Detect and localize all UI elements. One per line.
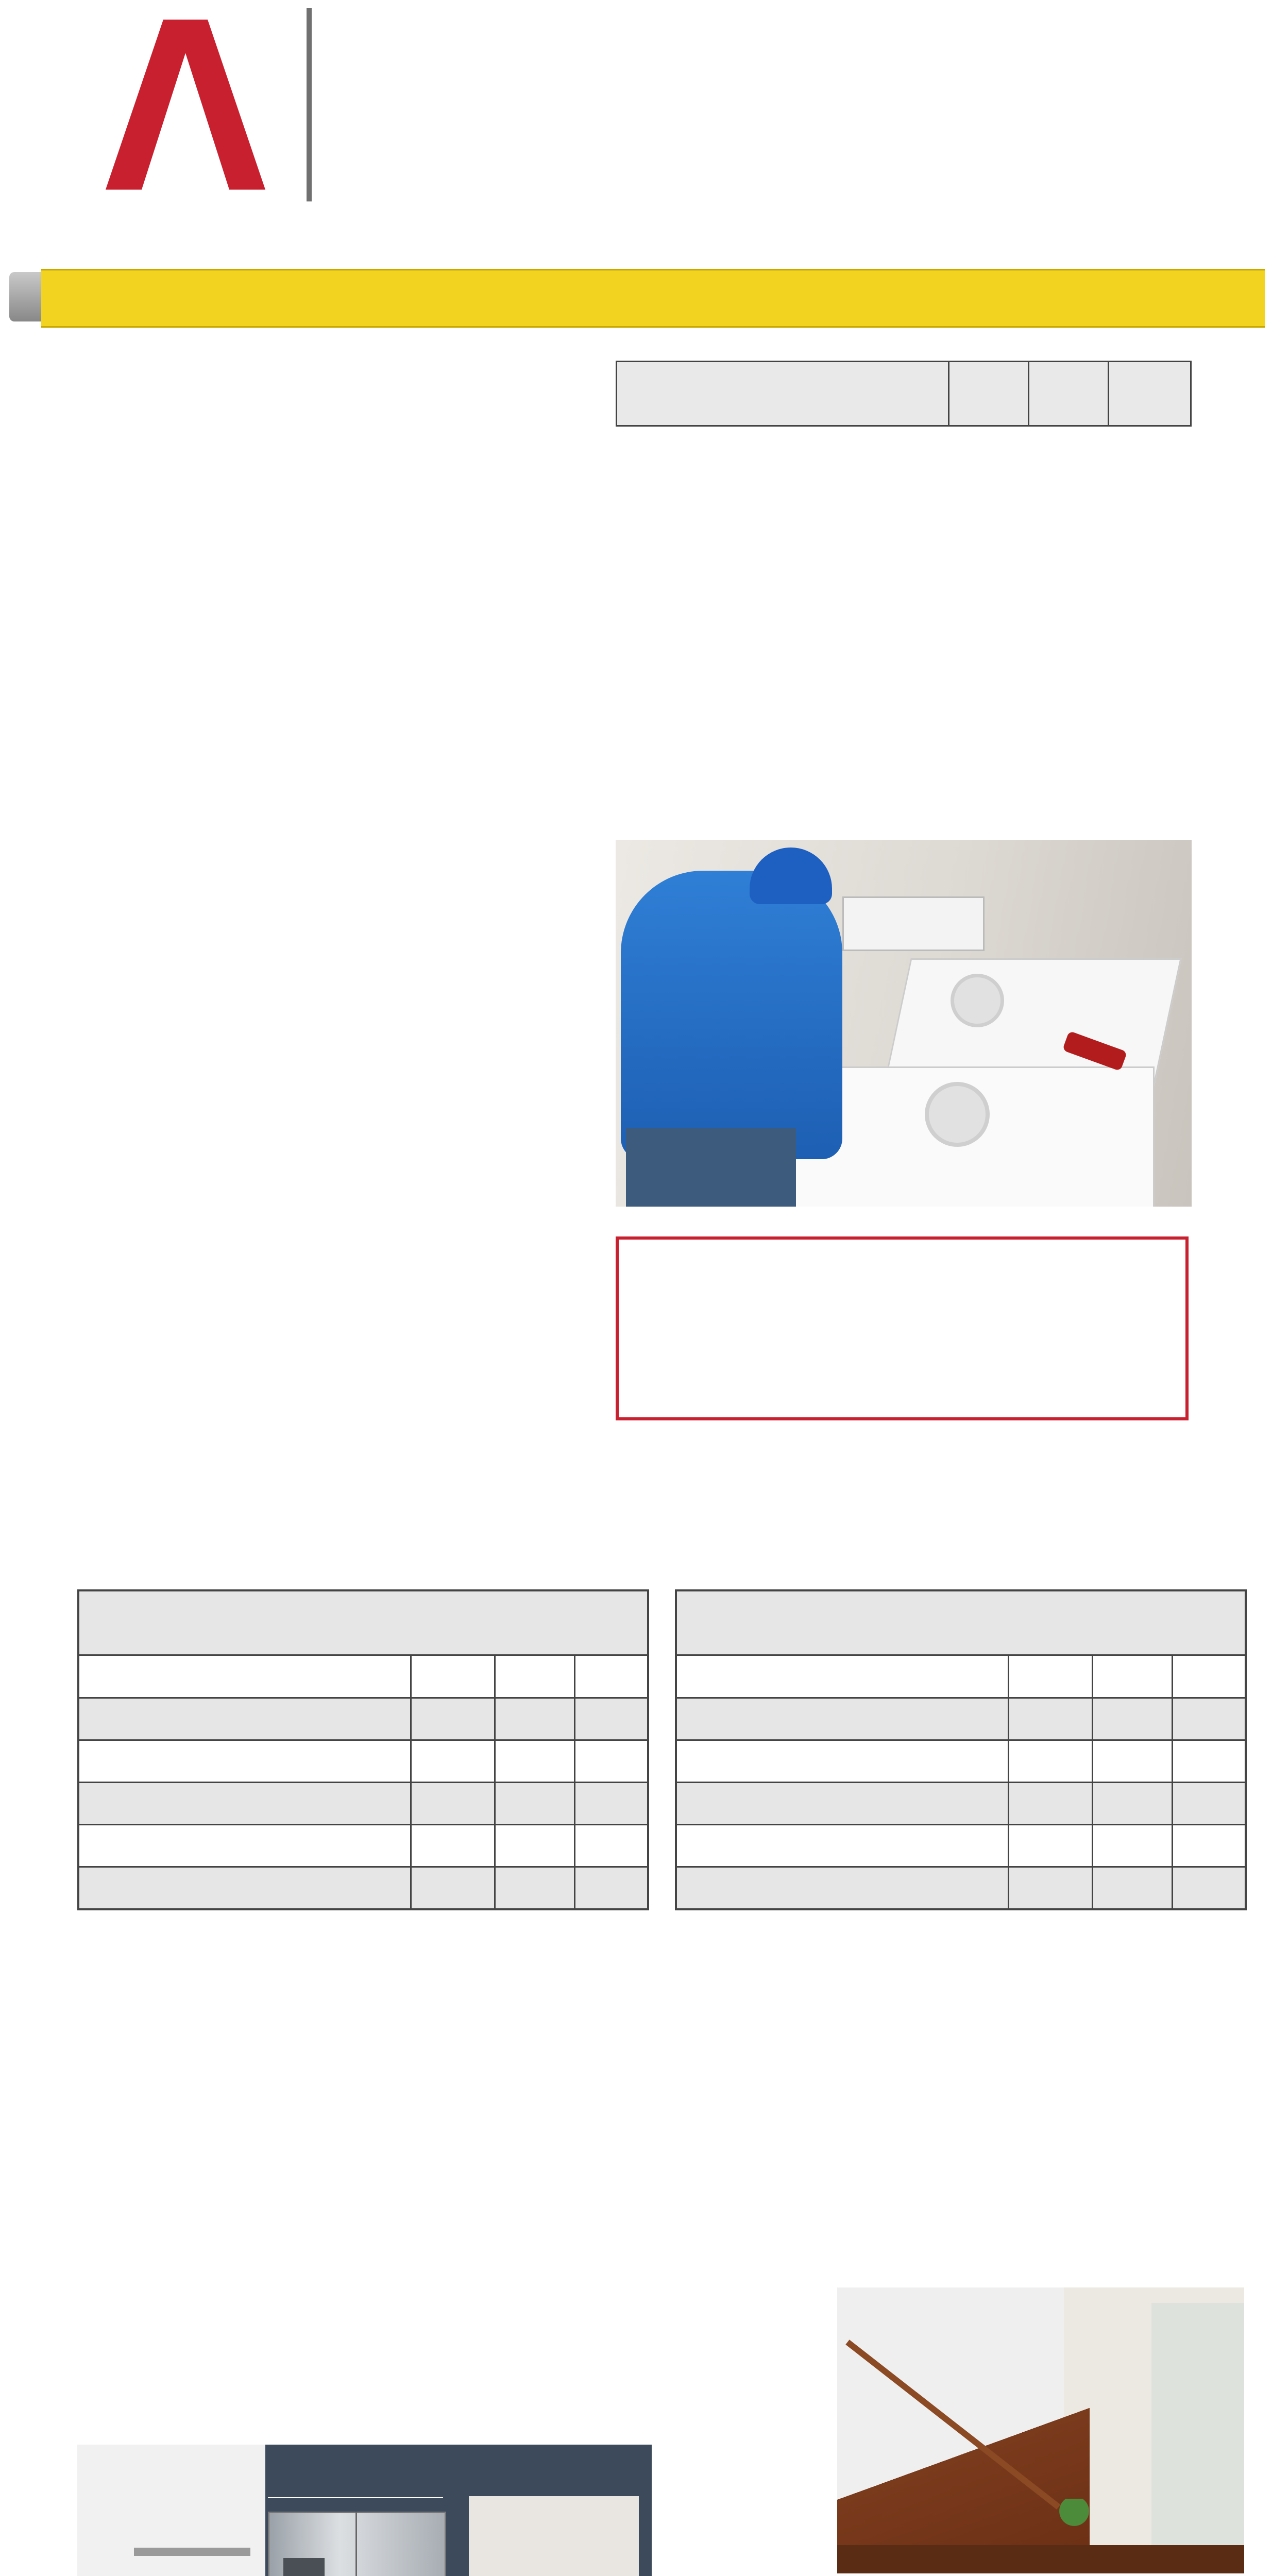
not-include-title: [18, 1172, 590, 1222]
product-measurements: [77, 1589, 649, 1910]
table-row[interactable]: [78, 1698, 648, 1740]
entry-measurements-table: [675, 1589, 1247, 1910]
header: [0, 0, 1272, 258]
location-column-header: [676, 1655, 1009, 1698]
height-column-header: [1093, 1655, 1173, 1698]
preparing-section: [18, 349, 590, 414]
opening-width-arrow: [268, 2497, 443, 2498]
logo-a-icon: [106, 20, 265, 190]
product-table-title: [78, 1590, 648, 1655]
table-row[interactable]: [78, 1825, 648, 1867]
tape-measure: [0, 263, 1272, 330]
dispenser: [283, 2558, 325, 2576]
width-column-header: [1009, 1655, 1093, 1698]
width-column-header: [411, 1655, 495, 1698]
complete-header: [949, 362, 1029, 426]
potted-plant-icon: [1059, 2499, 1090, 2540]
stair-floor: [837, 2545, 1244, 2573]
dont-forget-box: [616, 1236, 1189, 1420]
washer-dial: [925, 1082, 990, 1147]
table-row[interactable]: [676, 1783, 1246, 1825]
item-column-header: [78, 1655, 411, 1698]
service-table: [616, 361, 1192, 427]
fridge-door-split: [355, 2512, 357, 2576]
washer-section: [675, 1953, 1249, 1956]
stairways-section: [675, 2285, 829, 2288]
threshold-header: [1109, 362, 1191, 426]
wall-outlet-panel: [842, 896, 985, 951]
table-row[interactable]: [676, 1740, 1246, 1783]
qr-code-icon[interactable]: [1051, 1437, 1188, 1574]
shelf-area: [469, 2496, 639, 2576]
table-row[interactable]: [676, 1698, 1246, 1740]
table-row[interactable]: [78, 1867, 648, 1910]
table-row[interactable]: [78, 1783, 648, 1825]
technician-figure: [621, 871, 842, 1159]
stairway-diagram: [837, 2287, 1244, 2573]
laundry-photo: [616, 840, 1192, 1207]
length-column-header: [1173, 1655, 1246, 1698]
doorway: [1151, 2303, 1244, 2545]
not-include-section: [18, 1172, 590, 1237]
staircase: [837, 2349, 1090, 2571]
table-row[interactable]: [676, 1867, 1246, 1910]
height-column-header: [495, 1655, 575, 1698]
table-row[interactable]: [676, 1825, 1246, 1867]
fridge-section: [77, 1953, 654, 1956]
entry-table-title: [676, 1590, 1246, 1655]
fridge-diagram: [77, 2445, 652, 2576]
apartments-section: [18, 927, 590, 933]
preparing-title: [18, 349, 590, 399]
technician-cap: [750, 848, 832, 904]
service-header: [617, 362, 949, 426]
wall-gap-label: [134, 2548, 250, 2556]
ruler-top-scale: [0, 263, 1272, 330]
length-column-header: [575, 1655, 649, 1698]
dryer-dial: [951, 974, 1004, 1027]
table-row[interactable]: [78, 1740, 648, 1783]
standard-header: [1029, 362, 1109, 426]
header-divider: [307, 8, 312, 201]
entry-measurements: [675, 1589, 1247, 1910]
product-measurements-table: [77, 1589, 649, 1910]
technician-jeans: [626, 1128, 796, 1207]
